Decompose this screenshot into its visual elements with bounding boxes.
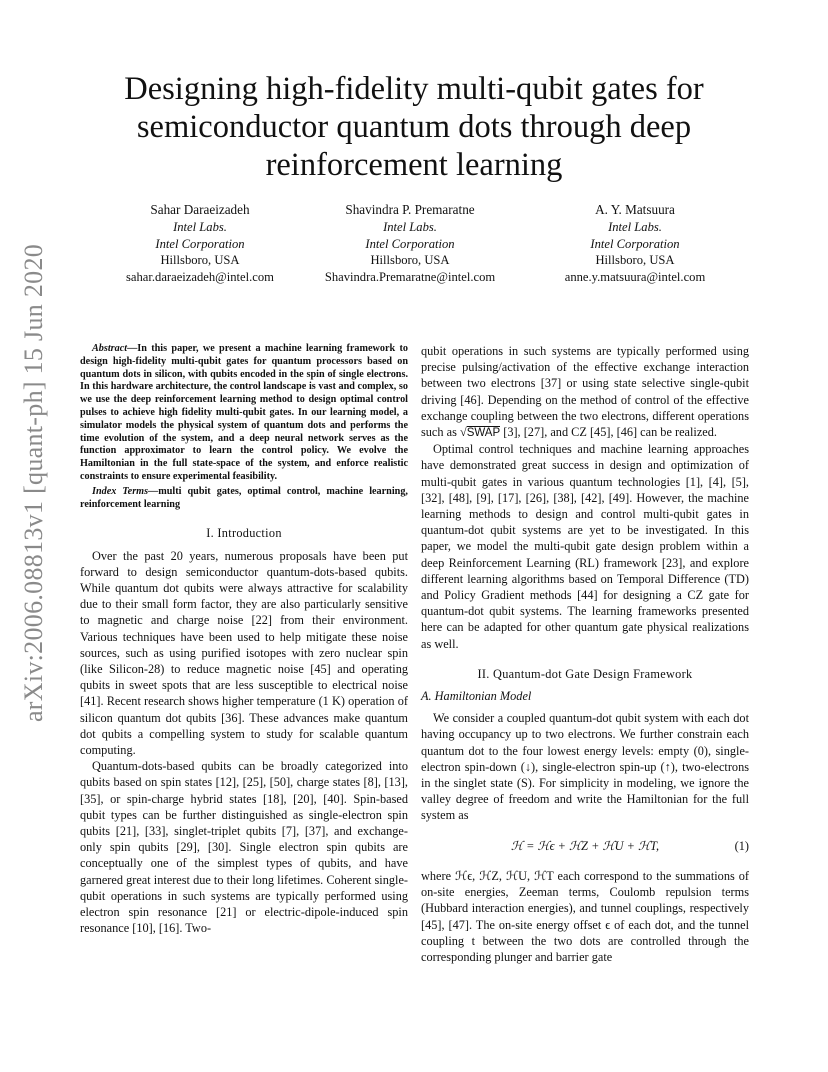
abstract-text: —In this paper, we present a machine learning framework to design high-fidelity multi-qubit gates for quantum processors based on quantum dots in silicon, with qubits encoded in the spin of single electrons. In this hardware architecture, the control landscape is vast and complex, so we use the deep reinforcement learning method to design optimal control pulses to achieve high fidelity multi-qubit gates. In our learning model, a simulator models the physical system of quantum dots and performs the time evolution of the system, and a deep neural network serves as the function approximator to learn the control policy. We evolve the Hamiltonian in the full state-space of the system, and enforce realistic constraints to ensure experimental feasibility. — [80, 343, 408, 482]
author-email: Shavindra.Premaratne@intel.com — [324, 270, 496, 285]
author-dept: Intel Labs. — [173, 219, 227, 234]
equation-number: (1) — [734, 838, 749, 853]
author-org: Intel Corporation — [365, 236, 455, 251]
right-column — [421, 343, 749, 965]
title-line: Designing high-fidelity multi-qubit gates for — [124, 71, 704, 107]
index-terms-label: Index Terms — [92, 485, 149, 497]
author-2 — [300, 202, 520, 286]
paragraph: where ℋϵ, ℋZ, ℋU, ℋT each correspond to the summations of on-site energies, Zeeman terms, Coulomb repulsion terms (Hubbard interaction energies), and tunnel couplings, respectively [45], [47]. The on-site energy offset ϵ of each dot, and the tunnel coupling t between the two dots are controlled through the corresponding plunger and barrier gate — [421, 868, 749, 964]
index-terms-text: —multi qubit gates, optimal control, machine learning, reinforcement learning — [80, 485, 408, 510]
author-email: sahar.daraeizadeh@intel.com — [126, 270, 274, 285]
arxiv-identifier-text: arXiv:2006.08813v1 [quant-ph] 15 Jun 2020 — [19, 243, 48, 722]
section-heading-framework: II. Quantum-dot Gate Design Framework — [477, 666, 693, 681]
author-email: anne.y.matsuura@intel.com — [564, 270, 706, 285]
section-heading-introduction: I. Introduction — [206, 526, 282, 541]
index-terms — [80, 486, 408, 512]
title-line: semiconductor quantum dots through deep — [136, 109, 692, 145]
author-city: Hillsboro, USA — [595, 253, 675, 268]
author-dept: Intel Labs. — [383, 219, 437, 234]
author-name: Shavindra P. Premaratne — [345, 202, 475, 217]
equation-body: ℋ = ℋϵ + ℋZ + ℋU + ℋT, — [510, 838, 660, 853]
author-city: Hillsboro, USA — [160, 253, 240, 268]
sqrt-swap: √SWAP — [459, 425, 501, 440]
author-dept: Intel Labs. — [608, 219, 662, 234]
paragraph: Over the past 20 years, numerous proposals have been put forward to design semiconductor quantum-dots-based qubits. While quantum dot qubits were always attractive for scalability due to their small form factor, they are also particularly sensitive to magnetic and charge noise [22] from their environment. Various techniques have been used to help mitigate these noise sources, such as using purified isotopes with zero nuclear spin (like Silicon-28) to reduce magnetic noise [45] and operating qubits in sweet spots that are less susceptible to electrical noise [41]. Recent research shows higher temperature (1 K) operation of silicon quantum dot qubits [36]. These advances make quantum dot qubits a compelling system to study for scalable quantum computing. — [80, 548, 408, 757]
author-1 — [95, 202, 305, 286]
paragraph: Quantum-dots-based qubits can be broadly categorized into qubits based on spin states [12], [25], [50], charge states [8], [13], [35], or spin-charge hybrid states [18], [20], [40]. Spin-based qubit types can be further distinguished as single-electron spin qubits [21], [33], singlet-triplet qubits [7], [37], and exchange-only spin qubits [29], [30]. Single electron spin qubits are conceptually one of the simplest types of qubits, and have garnered great interest due to their long lifetimes. Coherent single-qubit operations in such systems are typically performed using electron spin resonance [21] or electric-dipole-induced spin resonance [10], [16]. Two- — [80, 759, 408, 936]
author-city: Hillsboro, USA — [370, 253, 450, 268]
abstract-label: Abstract — [92, 343, 128, 354]
author-org: Intel Corporation — [590, 236, 680, 251]
author-3 — [535, 202, 735, 286]
paragraph: Optimal control techniques and machine learning approaches have demonstrated great success in design and optimization of multi-qubit gates in various quantum technologies [1], [4], [5], [32], [48], [9], [17], [26], [38], [42], [49]. However, the machine learning methods to design and control multi-qubit gates in quantum-dot qubit systems are yet to be investigated. In this paper, we model the multi-qubit gate design problem within a deep Reinforcement Learning (RL) framework [23], and explore different learning algorithms based on Temporal Difference (TD) and Policy Gradient methods [44] for designing a CZ gate for quantum-dot qubit systems. The learning frameworks presented here can be adapted for other quantum gate physical realizations as well. — [421, 442, 749, 651]
paragraph: We consider a coupled quantum-dot qubit system with each dot having occupancy up to two electrons. We further constrain each quantum dot to the four lowest energy levels: empty (0), single-electron spin-down (↓), single-electron spin-up (↑), two-electrons in the singlet state (S). For simplicity in modeling, we ignore the valley degree of freedom and write the Hamiltonian for the full system as — [421, 711, 749, 823]
title-line: reinforcement learning — [265, 147, 563, 183]
author-org: Intel Corporation — [155, 236, 245, 251]
paper-title — [80, 70, 748, 184]
equation-1 — [421, 838, 749, 854]
paragraph: qubit operations in such systems are typically performed using precise pulsing/activation of the effective exchange interaction between two electrons [37] or using state selective single-qubit driving [46]. Depending on the method of control of the effective exchange coupling between the two electrons, different operations such as √SWAP [3], [27], and CZ [45], [46] can be realized. — [421, 344, 749, 440]
abstract — [80, 343, 408, 484]
arxiv-identifier — [18, 243, 50, 722]
author-name: Sahar Daraeizadeh — [150, 202, 250, 217]
left-column — [80, 343, 408, 936]
subsection-heading-hamiltonian: A. Hamiltonian Model — [421, 689, 532, 704]
author-name: A. Y. Matsuura — [595, 202, 675, 217]
